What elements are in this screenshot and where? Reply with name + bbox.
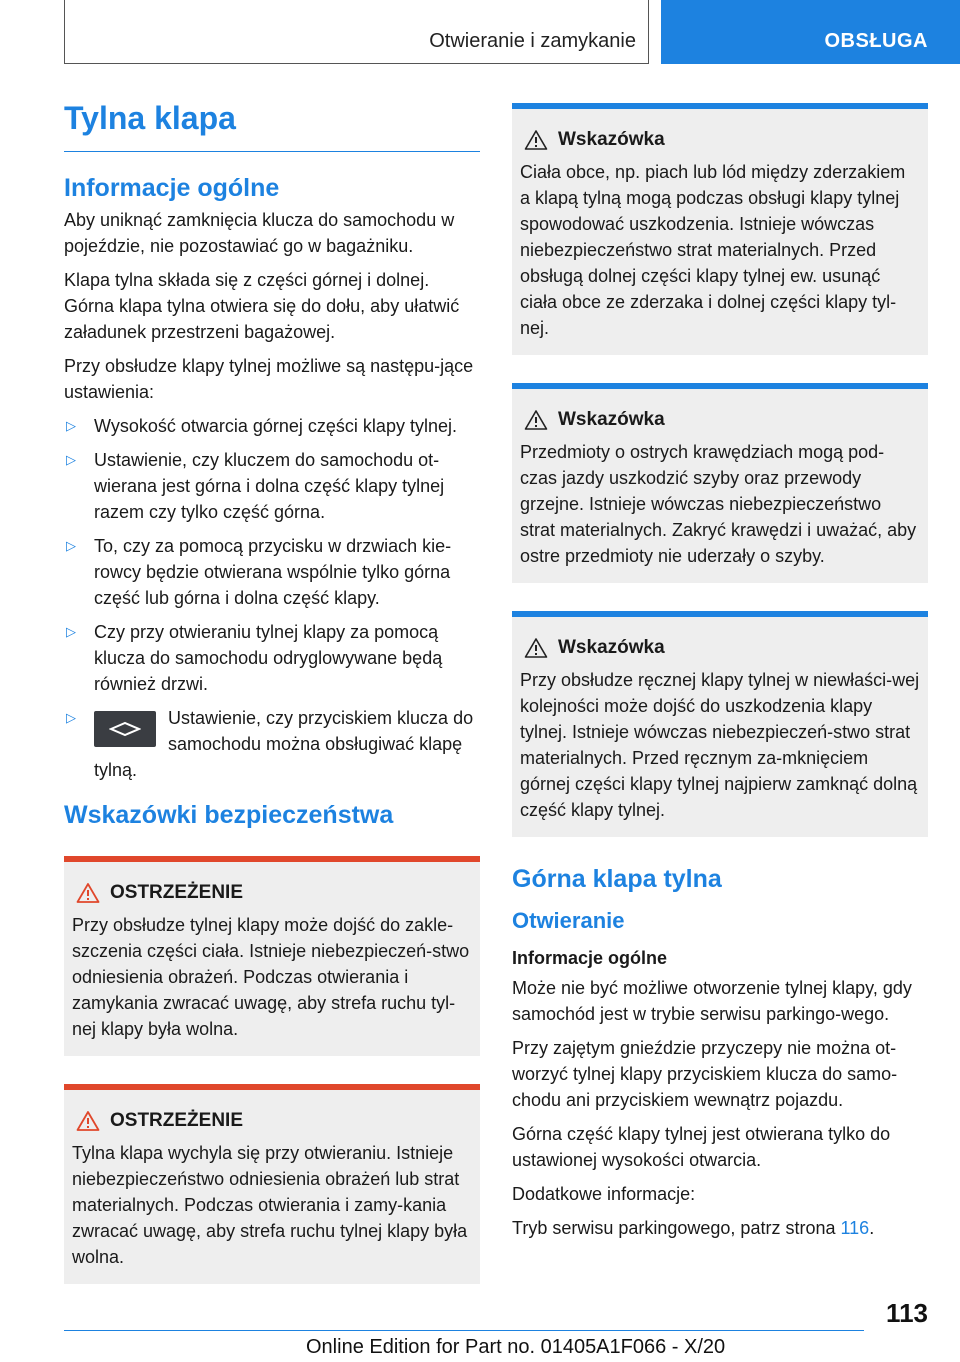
bullet-triangle-icon: ▷: [66, 452, 76, 467]
note-text: Przedmioty o ostrych krawędziach mogą pod‐czas jazdy uszkodzić szyby oraz przewody grzejne. Istnieje wówczas niebezpieczeństwo strat materialnych. Zakryć krawędzi i uważać, aby ostre przedmioty nie uderzały o szyby.: [520, 442, 917, 566]
warning-triangle-icon: [76, 1110, 100, 1132]
caution-triangle-icon: [524, 409, 548, 431]
note-text: Przy obsłudze ręcznej klapy tylnej w niewłaści‐wej kolejności może dojść do uszkodzenia klapy tylnej. Istnieje wówczas niebezpieczeń‐stwo strat materialnych. Przed ręcznym za‐mknięciem górnej części klapy tylnej najpierw zamknąć dolną część klapy tylnej.: [520, 670, 920, 820]
bullet-triangle-icon: ▷: [66, 624, 76, 639]
footer-edition: Online Edition for Part no. 01405A1F066 - X/20: [306, 1336, 726, 1358]
list-item: ▷ Ustawienie, czy przyciskiem klucza do samochodu można obsługiwać klapę tylną.: [64, 705, 480, 783]
list-item: ▷ To, czy za pomocą przycisku w drzwiach kie‐rowcy będzie otwierana wspólnie tylko górna część lub górna i dolna część klapy.: [64, 533, 480, 611]
warning-box: [64, 856, 480, 1056]
note-text: Ciała obce, np. piach lub lód między zderzakiem a klapą tylną mogą podczas obsługi klapy tylnej spowodować uszkodzenia. Istnieje wówczas niebezpieczeństwo strat materialnych. Przed obsługą dolnej części klapy tylnej ew. usunąć ciała obce ze zderzaka i dolnej części klapy tyl‐nej.: [520, 162, 906, 338]
page-number: 113: [886, 1298, 928, 1328]
paragraph: Przy obsłudze klapy tylnej możliwe są następu‐jące ustawienia:: [64, 356, 474, 402]
list-item: ▷ Ustawienie, czy kluczem do samochodu ot‐wierana jest górna i dolna część klapy tylnej razem czy tylko część górna.: [64, 447, 480, 525]
note-title: Wskazówka: [558, 637, 665, 658]
note-title: Wskazówka: [558, 409, 665, 430]
left-column: [64, 100, 480, 1312]
paragraph: Aby uniknąć zamknięcia klucza do samochodu w pojeździe, nie pozostawiać go w bagażniku.: [64, 210, 455, 256]
note-title: Wskazówka: [558, 129, 665, 150]
warning-title: OSTRZEŻENIE: [110, 882, 244, 903]
paragraph: Tryb serwisu parkingowego, patrz strona 116.: [512, 1218, 875, 1238]
upper-tailgate-heading: Górna klapa tylna: [512, 865, 722, 893]
warning-triangle-icon: [76, 882, 100, 904]
note-box: [512, 383, 928, 583]
warning-box: [64, 1084, 480, 1284]
header-chapter-box: [64, 0, 649, 64]
bullet-triangle-icon: ▷: [66, 710, 76, 725]
general-info-heading: Informacje ogólne: [64, 174, 280, 202]
caution-triangle-icon: [524, 129, 548, 151]
info-heading: Informacje ogólne: [512, 948, 668, 968]
opening-heading: Otwieranie: [512, 908, 625, 933]
note-box: [512, 611, 928, 837]
bullet-triangle-icon: ▷: [66, 418, 76, 433]
warning-text: Przy obsłudze tylnej klapy może dojść do zakle‐szczenia części ciała. Istnieje niebezpieczeń‐stwo odniesienia obrażeń. Podczas otwierania i zamykania zwracać uwagę, aby strefa ruchu tyl‐nej klapy była wolna.: [72, 915, 470, 1039]
page-reference-link[interactable]: 116: [840, 1218, 870, 1238]
paragraph: Dodatkowe informacje:: [512, 1184, 696, 1204]
header-tab-label: OBSŁUGA: [824, 30, 928, 52]
caution-triangle-icon: [524, 637, 548, 659]
warning-title: OSTRZEŻENIE: [110, 1110, 244, 1131]
tailgate-key-button-icon: [94, 711, 156, 747]
safety-heading: Wskazówki bezpieczeństwa: [64, 801, 394, 829]
right-column: [512, 103, 928, 1249]
note-box: [512, 103, 928, 355]
paragraph: Przy zajętym gnieździe przyczepy nie można ot‐worzyć tylnej klapy przyciskiem klucza do samo‐chodu ani przyciskiem wewnątrz pojazdu.: [512, 1038, 898, 1110]
list-item: ▷ Czy przy otwieraniu tylnej klapy za pomocą klucza do samochodu odryglowywane będą również drzwi.: [64, 619, 480, 697]
warning-text: Tylna klapa wychyla się przy otwieraniu. Istnieje niebezpieczeństwo odniesienia obrażeń lub strat materialnych. Podczas otwierania i zamy‐kania zwracać uwagę, aby strefa ruchu tylnej klapy była wolna.: [72, 1143, 468, 1267]
paragraph: Górna część klapy tylnej jest otwierana tylko do ustawionej wysokości otwarcia.: [512, 1124, 891, 1170]
bullet-triangle-icon: ▷: [66, 538, 76, 553]
header-section-tab[interactable]: [661, 0, 960, 64]
settings-list: [64, 413, 480, 783]
list-item: ▷ Wysokość otwarcia górnej części klapy tylnej.: [64, 413, 480, 439]
paragraph: Klapa tylna składa się z części górnej i dolnej. Górna klapa tylna otwiera się do dołu, aby ułatwić załadunek przestrzeni bagażowej.: [64, 270, 460, 342]
page-title: Tylna klapa: [64, 100, 480, 152]
paragraph: Może nie być możliwe otworzenie tylnej klapy, gdy samochód jest w trybie serwisu parkingo‐wego.: [512, 978, 912, 1024]
header-chapter-title: Otwieranie i zamykanie: [429, 30, 636, 52]
footer-divider: [64, 1330, 864, 1331]
